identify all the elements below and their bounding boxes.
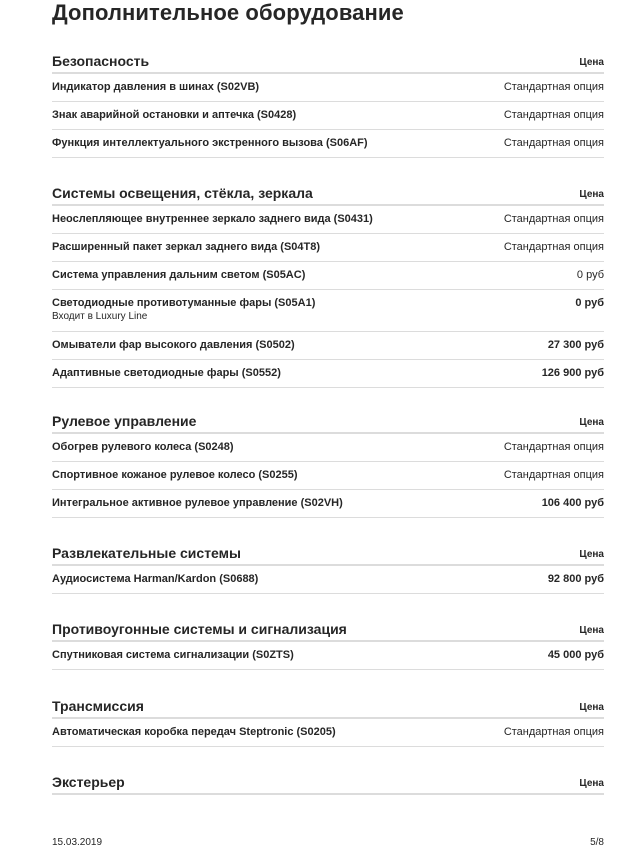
- option-name: Аудиосистема Harman/Kardon (S0688): [52, 573, 259, 585]
- section-header: [52, 616, 604, 642]
- section-header: [52, 48, 604, 74]
- section-exterior: [52, 769, 604, 795]
- option-price: Стандартная опция: [503, 469, 604, 481]
- section-header: [52, 408, 604, 434]
- option-price: Стандартная опция: [503, 81, 604, 93]
- option-name: Неослепляющее внутреннее зеркало заднего вида (S0431): [52, 213, 373, 225]
- option-name: Омыватели фар высокого давления (S0502): [52, 339, 295, 351]
- option-price: Стандартная опция: [503, 109, 604, 121]
- option-name: Светодиодные противотуманные фары (S05A1): [52, 297, 316, 309]
- price-column-label: Цена: [579, 778, 604, 789]
- option-price: 92 800 руб: [547, 573, 604, 585]
- page-title: Дополнительное оборудование: [52, 0, 404, 25]
- section-title: Рулевое управление: [52, 413, 197, 429]
- option-row: [52, 74, 604, 102]
- section-steering: [52, 408, 604, 518]
- section-title: Безопасность: [52, 53, 150, 69]
- option-row: [52, 490, 604, 518]
- option-name: Расширенный пакет зеркал заднего вида (S04T8): [52, 241, 321, 253]
- option-price: 0 руб: [576, 269, 604, 281]
- section-header: [52, 540, 604, 566]
- option-price: 106 400 руб: [541, 497, 604, 509]
- option-row: [52, 566, 604, 594]
- option-row: [52, 102, 604, 130]
- option-row: [52, 642, 604, 670]
- price-column-label: Цена: [579, 417, 604, 428]
- section-transmission: [52, 693, 604, 747]
- option-price: 45 000 руб: [547, 649, 604, 661]
- option-price: 126 900 руб: [541, 367, 604, 379]
- section-lighting: [52, 180, 604, 388]
- section-safety: [52, 48, 604, 158]
- section-header: [52, 180, 604, 206]
- option-name: Система управления дальним светом (S05AC): [52, 269, 306, 281]
- section-entertainment: [52, 540, 604, 594]
- price-column-label: Цена: [579, 549, 604, 560]
- section-anti-theft: [52, 616, 604, 670]
- price-column-label: Цена: [579, 702, 604, 713]
- option-name: Знак аварийной остановки и аптечка (S0428): [52, 109, 297, 121]
- price-column-label: Цена: [579, 57, 604, 68]
- option-row: [52, 462, 604, 490]
- option-name: Функция интеллектуального экстренного вызова (S06AF): [52, 137, 368, 149]
- option-name: Адаптивные светодиодные фары (S0552): [52, 367, 281, 379]
- price-column-label: Цена: [579, 625, 604, 636]
- option-row: [52, 234, 604, 262]
- section-header: [52, 769, 604, 795]
- price-column-label: Цена: [579, 189, 604, 200]
- option-name: Спутниковая система сигнализации (S0ZTS): [52, 649, 294, 661]
- option-name: Индикатор давления в шинах (S02VB): [52, 81, 260, 93]
- section-title: Системы освещения, стёкла, зеркала: [52, 185, 313, 201]
- section-title: Экстерьер: [52, 774, 125, 790]
- option-row: [52, 434, 604, 462]
- section-title: Противоугонные системы и сигнализация: [52, 621, 347, 637]
- option-row: [52, 332, 604, 360]
- option-row: [52, 290, 604, 332]
- option-name: Автоматическая коробка передач Steptronic (S0205): [52, 726, 336, 738]
- section-title: Развлекательные системы: [52, 545, 241, 561]
- section-header: [52, 693, 604, 719]
- page-number: 5/8: [590, 837, 604, 848]
- section-title: Трансмиссия: [52, 698, 144, 714]
- option-row: [52, 719, 604, 747]
- option-note: Входит в Luxury Line: [52, 311, 148, 322]
- option-row: [52, 360, 604, 388]
- option-price: Стандартная опция: [503, 137, 604, 149]
- option-row: [52, 130, 604, 158]
- option-price: Стандартная опция: [503, 241, 604, 253]
- option-price: 27 300 руб: [547, 339, 604, 351]
- option-price: Стандартная опция: [503, 213, 604, 225]
- footer-date: 15.03.2019: [52, 837, 103, 848]
- option-row: [52, 206, 604, 234]
- option-name: Обогрев рулевого колеса (S0248): [52, 441, 234, 453]
- option-price: Стандартная опция: [503, 726, 604, 738]
- option-row: [52, 262, 604, 290]
- option-price: Стандартная опция: [503, 441, 604, 453]
- option-name: Интегральное активное рулевое управление (S02VH): [52, 497, 343, 509]
- option-price: 0 руб: [575, 297, 604, 309]
- option-name: Спортивное кожаное рулевое колесо (S0255): [52, 469, 298, 481]
